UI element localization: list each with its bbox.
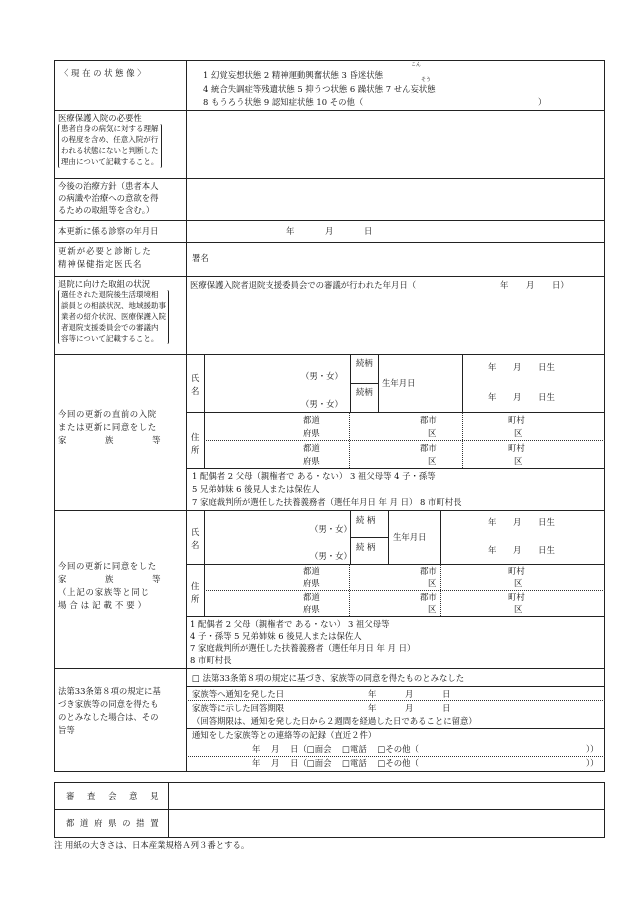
current-state-line2: 4 統合失調症等残遺状態 5 抑うつ状態 6 躁状態 7 せん妄状態 xyxy=(203,84,436,94)
family1-pref2b: 府県 xyxy=(303,456,320,466)
family2-bd-2: 年 月 日生 xyxy=(488,545,555,555)
art33-rec1-close: ）） xyxy=(586,744,599,754)
discharge-note: 選任された退院後生活環境相 談員との相談状況、地域援助事 業者の紹介状況、医療保護入院 者退院支援委員会での審議内 容等について記載すること。 xyxy=(58,290,169,344)
necessity-label: 医療保護入院の必要性 xyxy=(58,113,142,123)
family2-name-label: 氏名 xyxy=(191,527,200,551)
art33-notify-ymd: 年 月 日 xyxy=(368,689,451,699)
family1-sex-2: （男・女） xyxy=(301,399,343,409)
family1-name-label: 氏名 xyxy=(191,373,200,397)
family1-city2b: 区 xyxy=(428,456,437,466)
family2-rel-line3: 7 家庭裁判所が選任した扶養義務者（選任年月日 年 月 日） xyxy=(190,643,416,653)
family1-rel-line1: 1 配偶者 2 父母（親権者で ある・ない） 3 祖父母等 4 子・孫等 xyxy=(192,471,436,481)
family2-town2a: 区 xyxy=(514,578,523,588)
family1-rel-line3: 7 家庭裁判所が選任した扶養義務者（選任年月日 年 月 日） 8 市町村長 xyxy=(192,497,462,507)
ruby-so: そう xyxy=(421,77,432,83)
family1-sex-1: （男・女） xyxy=(301,371,343,381)
family1-city2a: 区 xyxy=(428,428,437,438)
current-state-line1: 1 幻覚妄想状態 2 精神運動興奮状態 3 昏迷状態 xyxy=(203,70,384,80)
family1-relation-1: 続柄 xyxy=(356,358,373,368)
exam-date-day: 日 xyxy=(364,226,373,236)
art33-label-4: 旨等 xyxy=(58,725,75,735)
family2-sex-2: （男・女） xyxy=(310,551,352,561)
family2-city1b: 郡市 xyxy=(420,592,437,602)
ruby-kon: こん xyxy=(411,62,422,68)
doctor-label-2: 精神保健指定医氏名 xyxy=(58,259,143,269)
current-state-line3-close: ） xyxy=(538,97,547,107)
necessity-note: 患者自身の病気に対する理解 の程度を含め、任意入院が行 われる状態にないと判断した 理由について記載すること。 xyxy=(58,124,162,168)
family2-addr-label: 住所 xyxy=(191,581,200,605)
exam-date-label: 本更新に係る診察の年月日 xyxy=(58,226,159,236)
discharge-committee: 医療保護入院者退院支援委員会での審議が行われた年月日（ xyxy=(190,280,417,290)
family1-addr-label: 住所 xyxy=(191,432,200,456)
doctor-sign: 署名 xyxy=(192,253,209,263)
family1-label-1: 今回の更新の直前の入院 xyxy=(58,409,157,419)
plan-label-1: 今後の治療方針（患者本人 xyxy=(58,181,159,191)
family2-city1a: 郡市 xyxy=(420,566,437,576)
family2-pref1a: 都道 xyxy=(303,566,320,576)
plan-label-3: るための取組等を含む。） xyxy=(58,205,155,215)
family2-pref2a: 府県 xyxy=(303,578,320,588)
family2-label-1: 今回の更新に同意をした xyxy=(58,561,157,571)
art33-record: 通知をした家族等との連絡等の記録（直近２件） xyxy=(192,730,377,740)
family1-town1a: 町村 xyxy=(508,415,525,425)
discharge-label: 退院に向けた取組の状況 xyxy=(58,279,151,289)
family2-birth: 生年月日 xyxy=(393,532,427,542)
exam-date-month: 月 xyxy=(325,226,334,236)
art33-label-2: づき家族等の同意を得たも xyxy=(58,699,159,709)
family2-town1a: 町村 xyxy=(508,566,525,576)
discharge-month: 月 xyxy=(526,280,535,290)
family2-city2b: 区 xyxy=(428,604,437,614)
family1-city1b: 郡市 xyxy=(420,443,437,453)
art33-check: □ 法第33条第８項の規定に基づき、家族等の同意を得たものとみなした xyxy=(192,673,465,683)
family1-pref2a: 府県 xyxy=(303,428,320,438)
label-column-divider xyxy=(186,60,187,772)
family1-birth: 生年月日 xyxy=(382,378,416,388)
review-label: 審 査 会 意 見 xyxy=(66,791,159,801)
family2-bd-1: 年 月 日生 xyxy=(488,517,555,527)
art33-paren: （回答期限は、通知を発した日から２週間を経過した日であることに留意） xyxy=(192,716,477,726)
discharge-day: 日） xyxy=(552,280,569,290)
family1-label-3: 家 族 等 xyxy=(58,435,179,445)
art33-deadline: 家族等に示した回答期限 xyxy=(192,703,285,713)
current-state-label: 〈 現 在 の 状 態 像 〉 xyxy=(60,68,146,78)
family1-town2a: 区 xyxy=(514,428,523,438)
family2-rel-line1: 1 配偶者 2 父母（親権者で ある・ない） 3 祖父母等 xyxy=(190,619,390,629)
family2-label-2: 家 族 等 xyxy=(58,574,179,584)
art33-deadline-ymd: 年 月 日 xyxy=(368,703,451,713)
family2-relation-1: 続 柄 xyxy=(356,515,376,525)
family2-town2b: 区 xyxy=(514,604,523,614)
family2-label-3: （上記の家族等と同じ xyxy=(58,587,150,597)
family2-town1b: 町村 xyxy=(508,592,525,602)
family2-label-4: 場合は記載不要） xyxy=(58,600,149,610)
art33-rec2: 年 月 日（□面会 □電話 □その他（ xyxy=(252,758,419,768)
family2-relation-2: 続 柄 xyxy=(356,542,376,552)
pref-action-label: 都 道 府 県 の 措 置 xyxy=(66,818,159,828)
family1-pref1a: 都道 xyxy=(303,415,320,425)
family1-bd-2: 年 月 日生 xyxy=(488,392,555,402)
plan-label-2: の病識や治療への意欲を得 xyxy=(58,193,159,203)
current-state-line3: 8 もうろう状態 9 認知症状態 10 その他（ xyxy=(203,97,364,107)
discharge-year: 年 xyxy=(500,280,509,290)
family1-town2b: 区 xyxy=(514,456,523,466)
footnote: 注 用紙の大きさは、日本産業規格Ａ列３番とする。 xyxy=(54,840,250,850)
family1-rel-line2: 5 兄弟姉妹 6 後見人または保佐人 xyxy=(192,484,320,494)
art33-rec2-close: ）） xyxy=(586,758,599,768)
family2-pref1b: 都道 xyxy=(303,592,320,602)
art33-label-3: のとみなした場合は、その xyxy=(58,712,159,722)
art33-label-1: 法第33条第８項の規定に基 xyxy=(58,686,161,696)
family1-pref1b: 都道 xyxy=(303,443,320,453)
family2-sex-1: （男・女） xyxy=(310,524,352,534)
family2-rel-line2: 4 子・孫等 5 兄弟姉妹 6 後見人または保佐人 xyxy=(190,631,362,641)
doctor-label-1: 更新が必要と診断した xyxy=(58,246,152,256)
family1-relation-2: 続柄 xyxy=(356,387,373,397)
family2-pref2b: 府県 xyxy=(303,604,320,614)
family2-rel-line4: 8 市町村長 xyxy=(190,655,232,665)
family1-city1a: 郡市 xyxy=(420,415,437,425)
family1-town1b: 町村 xyxy=(508,443,525,453)
family2-city2a: 区 xyxy=(428,578,437,588)
family1-bd-1: 年 月 日生 xyxy=(488,362,555,372)
art33-notify: 家族等へ通知を発した日 xyxy=(192,689,285,699)
art33-rec1: 年 月 日（□面会 □電話 □その他（ xyxy=(252,744,419,754)
exam-date-year: 年 xyxy=(286,226,295,236)
family1-label-2: または更新に同意をした xyxy=(58,422,157,432)
